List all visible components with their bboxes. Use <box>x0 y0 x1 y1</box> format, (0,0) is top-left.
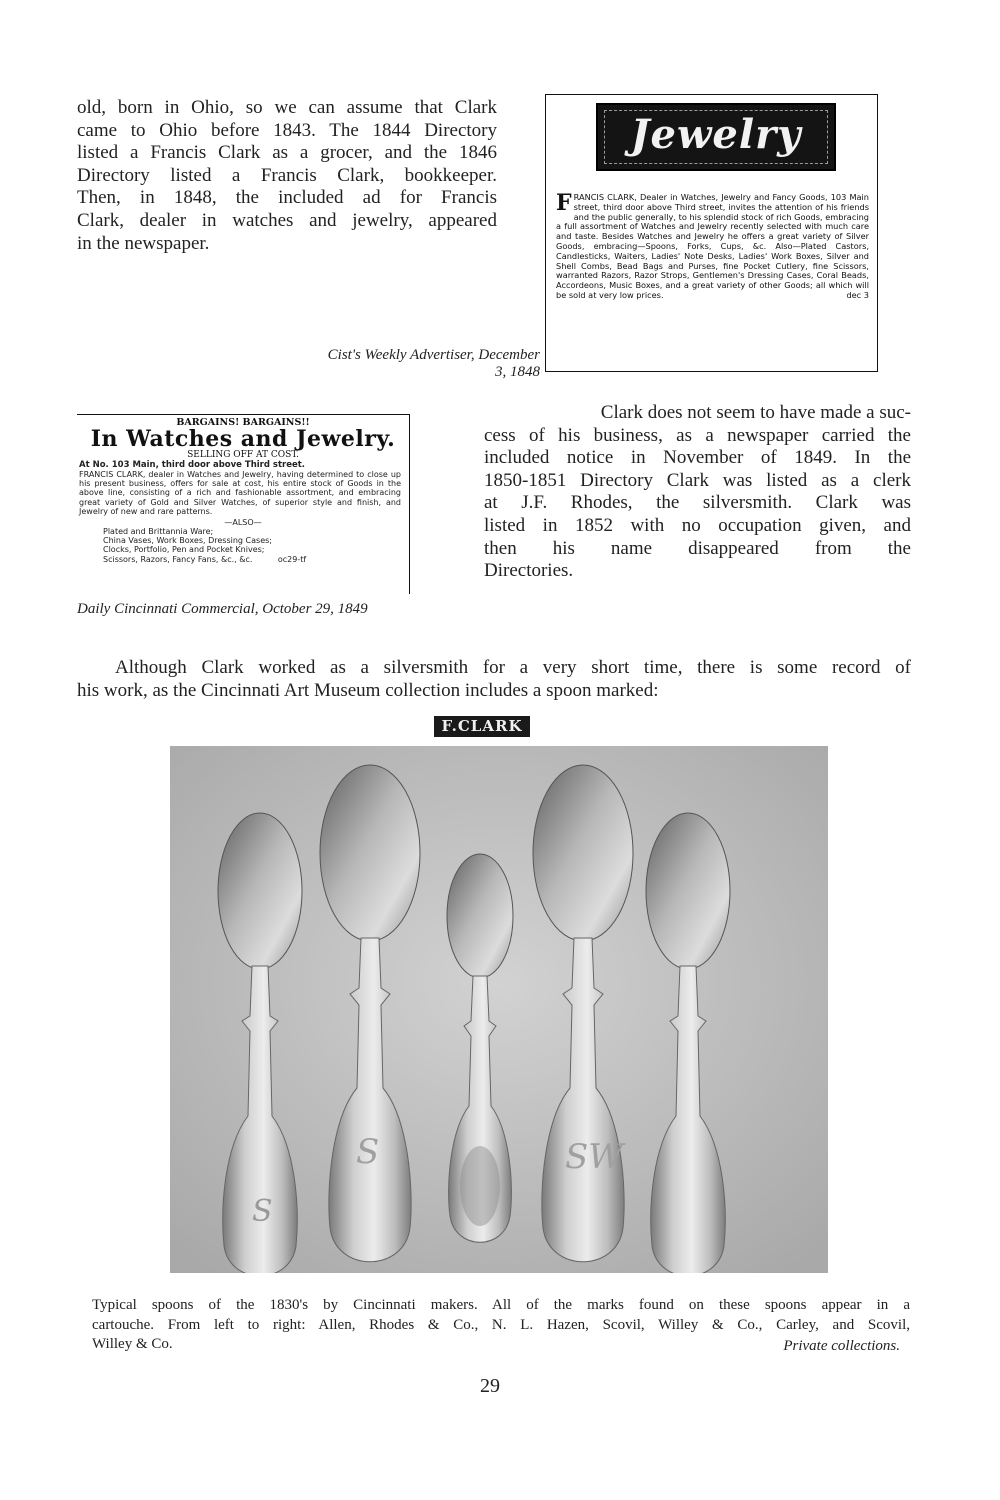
text-line: Then, in 1848, the included ad for Francis <box>77 187 497 209</box>
caption-line: cartouche. From left to right: Allen, Rhodes & Co., N. L. Hazen, Scovil, Willey & Co., Carley, and Scovil, <box>92 1316 910 1333</box>
svg-text:S: S <box>252 1194 273 1229</box>
photo-credit: Private collections. <box>783 1338 900 1354</box>
ad-also-list <box>77 527 409 564</box>
jewelry-banner <box>596 103 836 171</box>
drop-cap: F <box>556 190 572 216</box>
text-line: then his name disappeared from the <box>484 537 911 559</box>
list-item: Clocks, Portfolio, Pen and Pocket Knives; <box>103 545 265 555</box>
ad-also-label: —ALSO— <box>224 518 262 528</box>
text-line: came to Ohio before 1843. The 1844 Directory <box>77 119 497 141</box>
banner-title: Jewelry <box>630 111 802 158</box>
although-paragraph <box>77 657 911 702</box>
bargains-advertisement <box>77 414 410 594</box>
caption-line: Willey & Co. <box>92 1336 173 1352</box>
text-line: Directory listed a Francis Clark, bookkeeper. <box>77 164 497 186</box>
text-line: at J.F. Rhodes, the silversmith. Clark was <box>484 492 911 514</box>
caption-line: Typical spoons of the 1830's by Cincinnati makers. All of the marks found on these spoons appear in a <box>92 1297 910 1313</box>
text-line: cess of his business, as a newspaper carried the <box>484 424 911 446</box>
maker-mark: F.CLARK <box>434 716 530 737</box>
text-line: Clark, dealer in watches and jewelry, appeared <box>77 209 497 231</box>
ad-subtitle: SELLING OFF AT COST. <box>187 450 299 460</box>
caption-cist: Cist's Weekly Advertiser, December 3, 1848 <box>327 347 540 380</box>
spoons-photograph <box>170 746 828 1273</box>
text-line: included notice in November of 1849. In the <box>484 447 911 469</box>
text-line: 1850-1851 Directory Clark was listed as a clerk <box>484 469 911 491</box>
caption-daily: Daily Cincinnati Commercial, October 29, 1849 <box>77 601 368 617</box>
text-line: his work, as the Cincinnati Art Museum collection includes a spoon marked: <box>77 679 659 701</box>
svg-text:SW: SW <box>565 1137 624 1177</box>
ad-date-code: dec 3 <box>846 289 869 300</box>
text-line: Although Clark worked as a silversmith for a very short time, there is some record of <box>115 657 911 678</box>
ad-heading: BARGAINS! BARGAINS!! <box>176 417 310 428</box>
ad-address: At No. 103 Main, third door above Third street. <box>79 460 306 470</box>
list-item: Scissors, Razors, Fancy Fans, &c., &c. oc29-tf <box>103 554 307 564</box>
intro-paragraph <box>77 97 497 255</box>
svg-text:S: S <box>356 1132 380 1172</box>
ad-title: In Watches and Jewelry. <box>90 426 396 452</box>
ad-body <box>556 190 869 301</box>
jewelry-advertisement <box>545 94 878 372</box>
ad-body: FRANCIS CLARK, dealer in Watches and Jewelry, having determined to close up his present business, offers for sale at cost, his entire stock of Goods in the above line, consisting of a rich and fashionable assortment, and embracing great variety of Gold and Silver Watches, of superior style and finish, and Jewelry of new and rare patterns. <box>79 470 401 516</box>
text-line: old, born in Ohio, so we can assume that Clark <box>77 97 497 118</box>
page-number: 29 <box>480 1375 500 1397</box>
text-line: Clark does not seem to have made a suc- <box>600 402 911 423</box>
list-item: Plated and Brittannia Ware; <box>103 527 214 537</box>
text-line: Directories. <box>484 560 574 582</box>
text-line: listed in 1852 with no occupation given, and <box>484 514 911 536</box>
list-item: China Vases, Work Boxes, Dressing Cases; <box>103 536 272 546</box>
clark-paragraph <box>484 402 911 583</box>
text-line: listed a Francis Clark as a grocer, and the 1846 <box>77 142 497 164</box>
ad-text: RANCIS CLARK, Dealer in Watches, Jewelry and Fancy Goods, 103 Main street, third door above Third street, invites the attention of his friends and the public generally, to his splendid stock of rich Goods, embracing a full assortment of Watches and Jewelry recently selected with much care and taste. Besides Watches and Jewelry he offers a great variety of Silver Goods, embracing—Spoons, Forks, Cups, &c. Also—Plated Castors, Candlesticks, Waiters, Ladies' Note Desks, Ladies' Work Boxes, Silver and Shell Combs, Bead Bags and Purses, fine Pocket Cutlery, fine Scissors, warranted Razors, Razor Strops, Gentlemen's Dressing Cases, Coral Beads, Accordeons, Music Boxes, and a great variety of other Goods; all which will be sold at very low prices. <box>556 192 869 300</box>
text-line: in the newspaper. <box>77 232 210 254</box>
